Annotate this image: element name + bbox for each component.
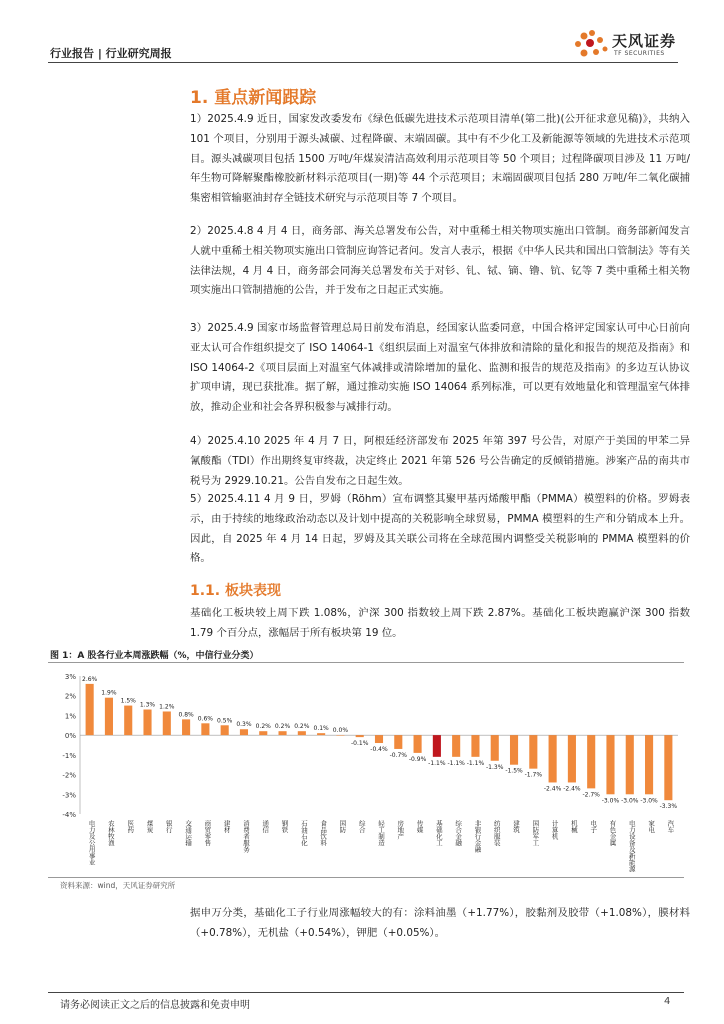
data-label: 0.1% xyxy=(313,725,329,733)
data-label: 2.6% xyxy=(82,675,98,683)
bar xyxy=(336,735,344,736)
bar xyxy=(471,735,479,757)
y-tick-label: -1% xyxy=(62,751,76,760)
bar xyxy=(240,729,248,735)
category-label: 国防 xyxy=(338,820,347,833)
bar xyxy=(182,719,190,735)
data-label: 0.2% xyxy=(294,723,310,731)
data-label: 0.0% xyxy=(332,727,349,735)
page-number: 4 xyxy=(664,996,671,1007)
category-label: 国防军工 xyxy=(531,820,540,846)
bar xyxy=(201,723,209,735)
bar xyxy=(375,735,383,743)
news-item-1: 1）2025.4.9 近日，国家发改委发布《绿色低碳先进技术示范项目清单(第二批)(公开征求意见稿)》，共纳入 101 个项目，分别用于源头减碳、过程降碳、末端固碳。其中有不少化工及新能源等领域的先进技术示范项目。源头减碳项目包括 1500 万吨/年煤炭清洁高效利用示范项目等 50 个项目；过程降碳项目涉及 11 万吨/年生物可降解聚酯橡胶新材料示范项目(一期)等 44 个示范项目；末端固碳项目包括 280 万吨/年二氧化碳捕集密相管输驱油封存全链技术研究与示范项目等 7 个项目。 xyxy=(190,113,690,205)
y-tick-label: -2% xyxy=(62,771,76,780)
bar xyxy=(124,706,132,736)
data-label: 1.9% xyxy=(101,689,117,697)
data-label: -1.1% xyxy=(428,759,446,767)
data-label: 0.2% xyxy=(255,723,271,731)
bar xyxy=(606,735,614,794)
category-label: 纺织服装 xyxy=(492,820,501,846)
data-label: -3.0% xyxy=(621,797,639,805)
news-item-5: 5）2025.4.11 4 月 9 日，罗姆（Röhm）宣布调整其聚甲基丙烯酸甲酯（PMMA）模塑料的价格。罗姆表示，由于持续的地缘政治动态以及计划中提高的关税影响全球贸易，PMMA 模塑料的生产和分销成本上升。因此，自 2025 年 4 月 14 日起，罗姆及其关联公司将在全球范围内调整受关税影响的 PMMA 模塑料的价格。 xyxy=(190,493,690,565)
logo-name-cn: 天风证券 xyxy=(612,32,677,50)
y-tick-label: -3% xyxy=(62,791,76,800)
data-label: 0.2% xyxy=(274,723,291,731)
data-label: -3.0% xyxy=(640,797,658,805)
category-label: 农林牧渔 xyxy=(106,820,115,846)
header-divider xyxy=(48,62,678,63)
category-label: 综合金融 xyxy=(454,820,463,846)
bar xyxy=(394,735,402,749)
category-label: 食品饮料 xyxy=(319,820,328,846)
bar xyxy=(278,731,286,735)
category-label: 非银行金融 xyxy=(473,820,482,853)
bar xyxy=(259,731,267,735)
category-label: 汽车 xyxy=(666,820,675,833)
category-label: 通信 xyxy=(261,820,270,833)
data-label: 1.3% xyxy=(139,701,156,709)
figure-bottom-divider xyxy=(48,877,684,878)
disclaimer: 请务必阅读正文之后的信息披露和免责申明 xyxy=(60,1000,250,1011)
data-label: -1.1% xyxy=(447,759,465,767)
bar xyxy=(298,731,306,735)
category-label: 建材 xyxy=(222,820,231,833)
data-label: 1.5% xyxy=(120,697,136,705)
industry-change-bar-chart xyxy=(48,664,684,876)
data-label: 0.3% xyxy=(236,721,252,729)
category-label: 商贸零售 xyxy=(203,820,212,846)
category-label: 石油石化 xyxy=(299,820,308,846)
bar xyxy=(452,735,460,757)
figure-source: 资料来源：wind，天风证券研究所 xyxy=(60,881,176,890)
data-label: -2.7% xyxy=(582,791,600,799)
bar xyxy=(143,710,151,736)
report-category: 行业报告 | 行业研究周报 xyxy=(50,47,172,60)
category-label: 消费者服务 xyxy=(241,820,250,853)
bar xyxy=(491,735,499,761)
data-label: 0.8% xyxy=(178,711,194,719)
bar xyxy=(664,735,672,800)
figure-title: 图 1：A 股各行业本周涨跌幅（%，中信行业分类） xyxy=(50,651,259,661)
news-item-2: 2）2025.4.8 4 月 4 日，商务部、海关总署发布公告，对中重稀土相关物项实施出口管制。商务部新闻发言人就中重稀土相关物项实施出口管制应询答记者问。发言人表示，根据《中华人民共和国出口管制法》等有关法律法规，4 月 4 日，商务部会同海关总署发布关于对钐、钆、铽、镝、镥、钪、钇等 7 类中重稀土相关物项实施出口管制措施的公告，并于发布之日起正式实施。 xyxy=(190,225,690,297)
bar xyxy=(587,735,595,788)
data-label: -0.7% xyxy=(389,751,408,759)
data-label: 1.2% xyxy=(159,703,175,711)
category-label: 交通运输 xyxy=(184,820,193,846)
category-label: 家电 xyxy=(647,820,656,833)
y-tick-label: -4% xyxy=(62,811,76,819)
category-label: 煤炭 xyxy=(145,820,154,833)
logo-name-en: TF SECURITIES xyxy=(614,50,665,57)
bar xyxy=(433,735,441,757)
bar xyxy=(568,735,576,782)
bar xyxy=(626,735,634,794)
data-label: -1.3% xyxy=(486,763,504,771)
category-label: 电力及公用事业 xyxy=(87,820,96,866)
category-label: 轻工制造 xyxy=(377,820,385,846)
category-label: 基础化工 xyxy=(434,820,443,846)
category-label: 有色金属 xyxy=(608,820,617,846)
bar xyxy=(356,735,364,737)
bar xyxy=(549,735,557,782)
section-title: 1. 重点新闻跟踪 xyxy=(190,88,317,108)
data-label: -1.1% xyxy=(466,759,485,767)
subindustry-summary: 据申万分类，基础化工子行业周涨幅较大的有：涂料油墨（+1.77%），胶黏剂及胶带（+1.08%），膜材料（+0.78%），无机盐（+0.54%），钾肥（+0.05%）。 xyxy=(190,907,690,939)
data-label: -0.4% xyxy=(370,746,388,754)
data-label: -3.3% xyxy=(659,803,678,811)
data-label: -2.4% xyxy=(543,785,562,793)
bar xyxy=(105,698,113,735)
data-label: 0.6% xyxy=(197,715,214,723)
bar xyxy=(414,735,422,753)
data-label: -2.4% xyxy=(563,785,581,793)
data-label: -1.7% xyxy=(524,771,543,779)
y-tick-label: 1% xyxy=(64,712,76,721)
category-label: 传媒 xyxy=(415,820,424,833)
bar xyxy=(221,725,229,735)
bar xyxy=(317,733,325,735)
bar xyxy=(163,711,171,735)
y-tick-label: 0% xyxy=(64,732,76,741)
bar xyxy=(510,735,518,765)
data-label: -3.0% xyxy=(601,797,620,805)
data-label: 0.5% xyxy=(217,717,233,725)
data-label: -0.1% xyxy=(350,740,369,748)
y-tick-label: 2% xyxy=(64,692,76,701)
category-label: 房地产 xyxy=(396,820,405,840)
y-tick-label: 3% xyxy=(64,673,76,681)
category-label: 电力设备及新能源 xyxy=(627,820,636,872)
data-label: -1.5% xyxy=(505,767,523,775)
category-label: 计算机 xyxy=(550,820,559,840)
category-label: 电子 xyxy=(589,820,598,833)
category-label: 银行 xyxy=(164,820,173,833)
category-label: 机械 xyxy=(569,820,578,833)
bar xyxy=(86,684,94,735)
figure-top-divider xyxy=(48,662,684,663)
bar xyxy=(529,735,537,769)
sector-performance-text: 基础化工板块较上周下跌 1.08%，沪深 300 指数较上周下跌 2.87%。基础化工板块跑赢沪深 300 指数 1.79 个百分点，涨幅居于所有板块第 19 位。 xyxy=(190,607,690,639)
subsection-title: 1.1. 板块表现 xyxy=(190,583,281,599)
footer-divider xyxy=(48,992,684,993)
data-label: -0.9% xyxy=(408,755,427,763)
category-label: 钢铁 xyxy=(280,820,289,833)
category-label: 建筑 xyxy=(512,820,521,833)
news-item-3: 3）2025.4.9 国家市场监督管理总局日前发布消息，经国家认监委同意，中国合格评定国家认可中心日前向亚太认可合作组织提交了 ISO 14064-1《组织层面上对温室气体排放和清除的量化和报告的规范及指南》和 ISO 14064-2《项目层面上对温室气体减排或清除增加的量化、监测和报告的规范及指南》的多边互认协议扩项申请，现已获批准。据了解，通过推动实施 ISO 14064 系列标准，可以更有效地量化和管理温室气体排放，推动企业和社会各界积极参与减排行动。 xyxy=(190,322,690,414)
category-label: 综合 xyxy=(357,820,366,833)
news-item-4: 4）2025.4.10 2025 年 4 月 7 日，阿根廷经济部发布 2025 年第 397 号公告，对原产于美国的甲苯二异氰酸酯（TDI）作出期终复审终裁，决定终止 2021 年第 526 号公告确定的反倾销措施。涉案产品的南共市税号为 2929.10.21。公告自发布之日起生效。 xyxy=(190,435,690,487)
bar xyxy=(645,735,653,794)
category-label: 医药 xyxy=(126,820,135,833)
